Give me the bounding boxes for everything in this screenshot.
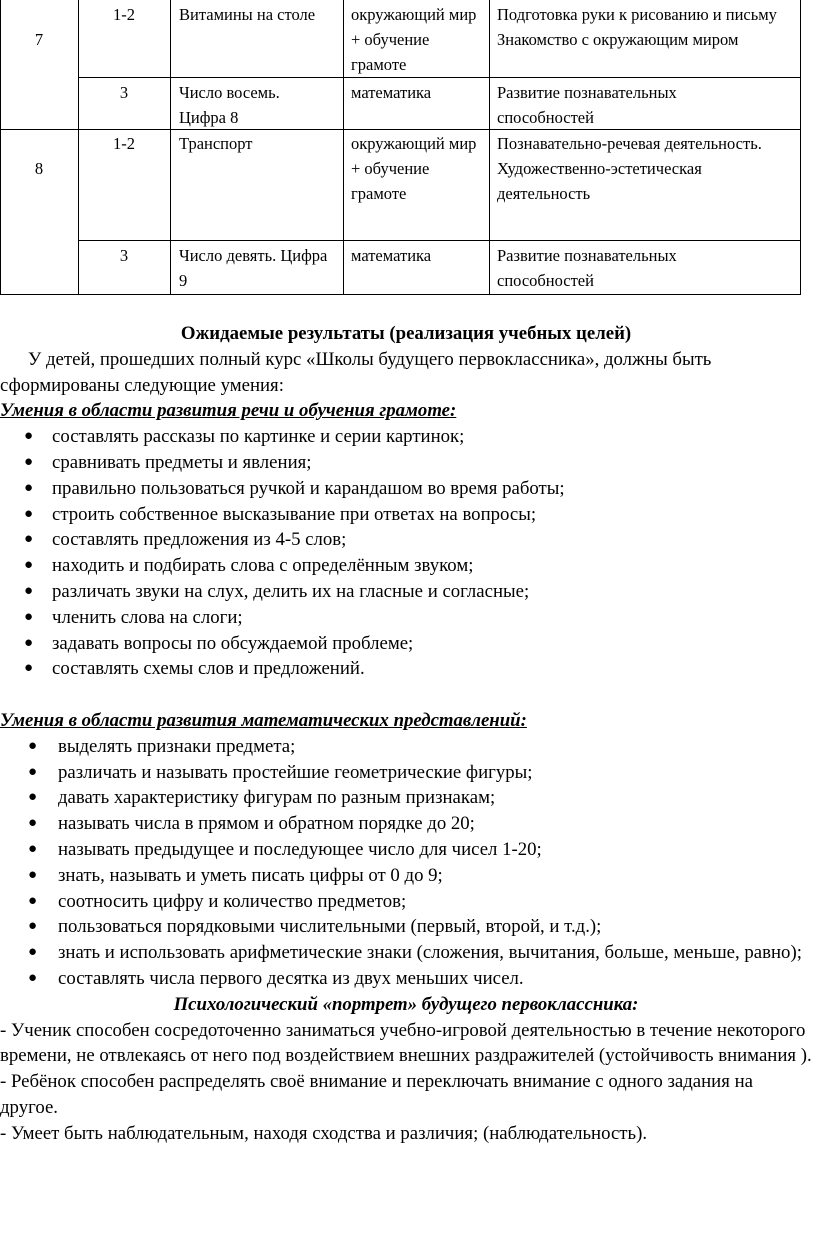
bullet-icon: ● [28, 763, 38, 780]
topic-cell: Витамины на столе [179, 5, 316, 24]
portrait-item: - Ребёнок способен распределять своё внимание и переключать внимание с одного задания на другое. [0, 1071, 753, 1118]
bullet-icon: ● [24, 479, 34, 496]
area-cell: математика [351, 246, 432, 265]
portrait-heading: Психологический «портрет» будущего первоклассника: [173, 993, 639, 1015]
list-item: ● задавать вопросы по обсуждаемой проблеме; [0, 631, 812, 657]
activity-cell: Развитие познавательных способностей [497, 246, 677, 290]
table-border-bottom [0, 294, 801, 295]
portrait-item: - Умеет быть наблюдательным, находя сходства и различия; (наблюдательность). [0, 1122, 648, 1144]
lesson-cell: 1-2 [113, 5, 135, 24]
schedule-table [0, 0, 801, 295]
list-item: ● соотносить цифру и количество предметов; [0, 889, 812, 915]
bullet-icon: ● [24, 660, 34, 677]
week-cell: 7 [34, 30, 44, 49]
table-col-divider [343, 0, 344, 295]
list-item: ● составлять числа первого десятка из двух меньших чисел. [0, 966, 812, 992]
speech-skills-heading: Умения в области развития речи и обучения грамоте: [0, 400, 457, 422]
bullet-icon: ● [28, 892, 38, 909]
lesson-cell: 1-2 [113, 134, 135, 153]
area-cell: окружающий мир + обучение грамоте [351, 5, 477, 74]
lesson-cell: 3 [119, 246, 129, 265]
bullet-icon: ● [28, 737, 38, 754]
list-item: ● различать и называть простейшие геометрические фигуры; [0, 760, 812, 786]
math-skills-list [0, 734, 812, 992]
list-item: ● знать и использовать арифметические знаки (сложения, вычитания, больше, меньше, равно); [0, 940, 812, 966]
list-item: ● составлять рассказы по картинке и серии картинок; [0, 424, 812, 450]
bullet-icon: ● [24, 582, 34, 599]
activity-cell: Подготовка руки к рисованию и письму Знакомство с окружающим миром [497, 5, 777, 49]
list-item: ● правильно пользоваться ручкой и карандашом во время работы; [0, 476, 812, 502]
topic-cell: Транспорт [179, 134, 253, 153]
activity-cell: Познавательно-речевая деятельность. Художественно-эстетическая деятельность [497, 134, 762, 203]
bullet-icon: ● [28, 840, 38, 857]
bullet-icon: ● [28, 944, 38, 961]
portrait-item: - Ученик способен сосредоточенно заниматься учебно-игровой деятельностью в течение некоторого времени, не отвлекаясь от него под воздействием внешних раздражителей (устойчивость внимания ). [0, 1019, 812, 1067]
bullet-icon: ● [24, 453, 34, 470]
bullet-icon: ● [24, 531, 34, 548]
list-item: ● выделять признаки предмета; [0, 734, 812, 760]
speech-skills-list [0, 424, 812, 682]
list-item: ● составлять схемы слов и предложений. [0, 656, 812, 682]
week-cell: 8 [34, 159, 44, 178]
results-section [0, 321, 812, 1147]
table-col-divider [170, 0, 171, 295]
bullet-icon: ● [28, 789, 38, 806]
list-item: ● строить собственное высказывание при ответах на вопросы; [0, 502, 812, 528]
list-item: ● находить и подбирать слова с определённым звуком; [0, 553, 812, 579]
bullet-icon: ● [24, 505, 34, 522]
results-heading: Ожидаемые результаты (реализация учебных целей) [180, 323, 632, 344]
list-item: ● называть предыдущее и последующее число для чисел 1-20; [0, 837, 812, 863]
table-col-divider [489, 0, 490, 295]
list-item: ● называть числа в прямом и обратном порядке до 20; [0, 811, 812, 837]
area-cell: окружающий мир + обучение грамоте [351, 134, 477, 203]
list-item: ● знать, называть и уметь писать цифры от 0 до 9; [0, 863, 812, 889]
table-border-right [800, 0, 801, 295]
bullet-icon: ● [28, 918, 38, 935]
activity-cell: Развитие познавательных способностей [497, 83, 677, 127]
topic-cell: Число восемь. Цифра 8 [179, 83, 280, 127]
bullet-icon: ● [28, 815, 38, 832]
bullet-icon: ● [24, 608, 34, 625]
area-cell: математика [351, 83, 432, 102]
math-skills-heading: Умения в области развития математических представлений: [0, 709, 527, 731]
blank-line [0, 682, 812, 708]
list-item: ● давать характеристику фигурам по разным признакам; [0, 785, 812, 811]
table-row-divider [78, 240, 801, 241]
list-item: ● различать звуки на слух, делить их на гласные и согласные; [0, 579, 812, 605]
lesson-cell: 3 [119, 83, 129, 102]
list-item: ● членить слова на слоги; [0, 605, 812, 631]
intro-paragraph: У детей, прошедших полный курс «Школы будущего первоклассника», должны быть сформированы следующие умения: [0, 348, 712, 396]
list-item: ● составлять предложения из 4-5 слов; [0, 527, 812, 553]
table-row-divider [78, 77, 801, 78]
bullet-icon: ● [28, 866, 38, 883]
list-item: ● сравнивать предметы и явления; [0, 450, 812, 476]
bullet-icon: ● [24, 428, 34, 445]
bullet-icon: ● [28, 969, 38, 986]
topic-cell: Число девять. Цифра 9 [179, 246, 328, 290]
bullet-icon: ● [24, 634, 34, 651]
list-item: ● пользоваться порядковыми числительными (первый, второй, и т.д.); [0, 914, 812, 940]
bullet-icon: ● [24, 557, 34, 574]
